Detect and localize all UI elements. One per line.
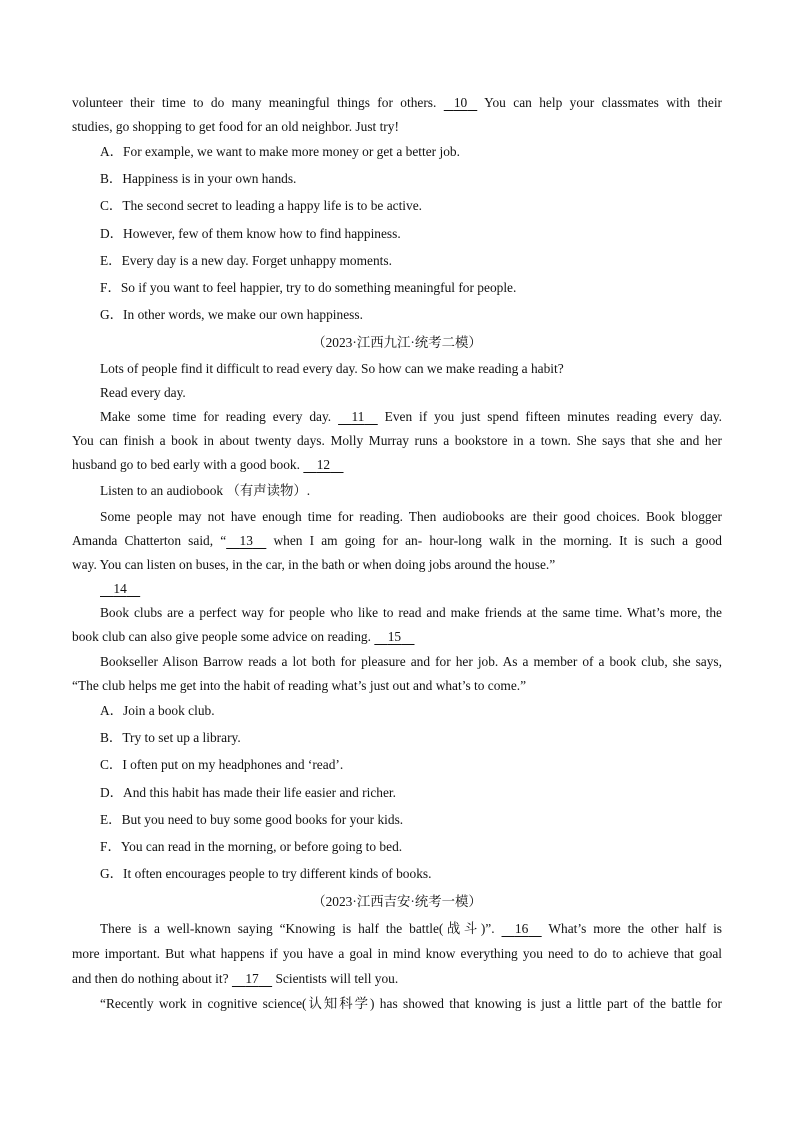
paragraph-line: way. You can listen on buses, in the car, in the bath or when doing jobs around the house.”: [72, 557, 556, 572]
paragraph-line: husband go to bed early with a good book. 12: [72, 456, 722, 474]
option-b: B．Happiness is in your own hands.: [100, 171, 297, 186]
option-a: A．For example, we want to make more money or get a better job.: [100, 144, 460, 159]
option-g: G．In other words, we make our own happiness.: [100, 307, 363, 322]
option-a: A．Join a book club.: [100, 703, 215, 718]
paragraph-line: “Recently work in cognitive science(认知科学) has showed that knowing is just a little part of the battle for: [100, 996, 722, 1011]
section-heading: Listen to an audiobook （有声读物）.: [100, 483, 311, 498]
option-g: G．It often encourages people to try different kinds of books.: [100, 866, 432, 881]
section-heading: Read every day.: [100, 385, 186, 400]
blank-14-line: [100, 580, 722, 598]
paragraph-line: book club can also give people some advice on reading. 15: [72, 628, 722, 646]
option-e: E．Every day is a new day. Forget unhappy moments.: [100, 253, 392, 268]
passage1-line1: volunteer their time to do many meaningful things for others. 10 You can help your classmates with their: [72, 95, 722, 110]
option-c: C．I often put on my headphones and ‘read’.: [100, 757, 344, 772]
source-label: （2023·江西吉安·统考一模）: [312, 894, 482, 909]
paragraph-line: Make some time for reading every day. 11 Even if you just spend fifteen minutes reading every day.: [100, 409, 722, 424]
passage1-line2: studies, go shopping to get food for an old neighbor. Just try!: [72, 119, 399, 134]
paragraph-line: Bookseller Alison Barrow reads a lot both for pleasure and for her job. As a member of a book club, she says,: [100, 654, 722, 669]
paragraph-line: “The club helps me get into the habit of reading what’s just out and what’s to come.”: [72, 678, 527, 693]
option-f: F．You can read in the morning, or before going to bed.: [100, 839, 403, 854]
paragraph-line: Amanda Chatterton said, “ 13 when I am going for an- hour-long walk in the morning. It is such a good: [72, 533, 722, 548]
paragraph-line: Book clubs are a perfect way for people who like to read and make friends at the same time. What’s more, the: [100, 605, 722, 620]
option-c: C．The second secret to leading a happy life is to be active.: [100, 198, 423, 213]
option-d: D．However, few of them know how to find happiness.: [100, 226, 401, 241]
blank-12: 12: [316, 457, 331, 472]
blank-14: 14: [113, 581, 127, 596]
blank-16: 16: [514, 921, 529, 936]
blank-15: 15: [387, 629, 402, 644]
paragraph-line: There is a well-known saying “Knowing is half the battle(战斗)”. 16 What’s more the other half is: [100, 921, 722, 936]
paragraph-line: Some people may not have enough time for reading. Then audiobooks are their good choices. Book blogger: [100, 509, 722, 524]
blank-13: 13: [239, 533, 253, 548]
blank-11: 11: [351, 409, 365, 424]
paragraph-line: You can finish a book in about twenty days. Molly Murray runs a bookstore in a town. She says that she and her: [72, 433, 722, 448]
source-label: （2023·江西九江·统考二模）: [312, 335, 482, 350]
option-b: B．Try to set up a library.: [100, 730, 241, 745]
paragraph: Lots of people find it difficult to read every day. So how can we make reading a habit?: [100, 361, 564, 376]
option-d: D．And this habit has made their life easier and richer.: [100, 785, 396, 800]
blank-17: 17: [245, 971, 259, 986]
option-f: F．So if you want to feel happier, try to do something meaningful for people.: [100, 280, 517, 295]
paragraph-line: and then do nothing about it? 17 Scientists will tell you.: [72, 971, 399, 986]
blank-10: 10: [453, 95, 468, 110]
option-e: E．But you need to buy some good books for your kids.: [100, 812, 404, 827]
paragraph-line: more important. But what happens if you have a goal in mind know everything you need to do to achieve that goal: [72, 946, 722, 961]
